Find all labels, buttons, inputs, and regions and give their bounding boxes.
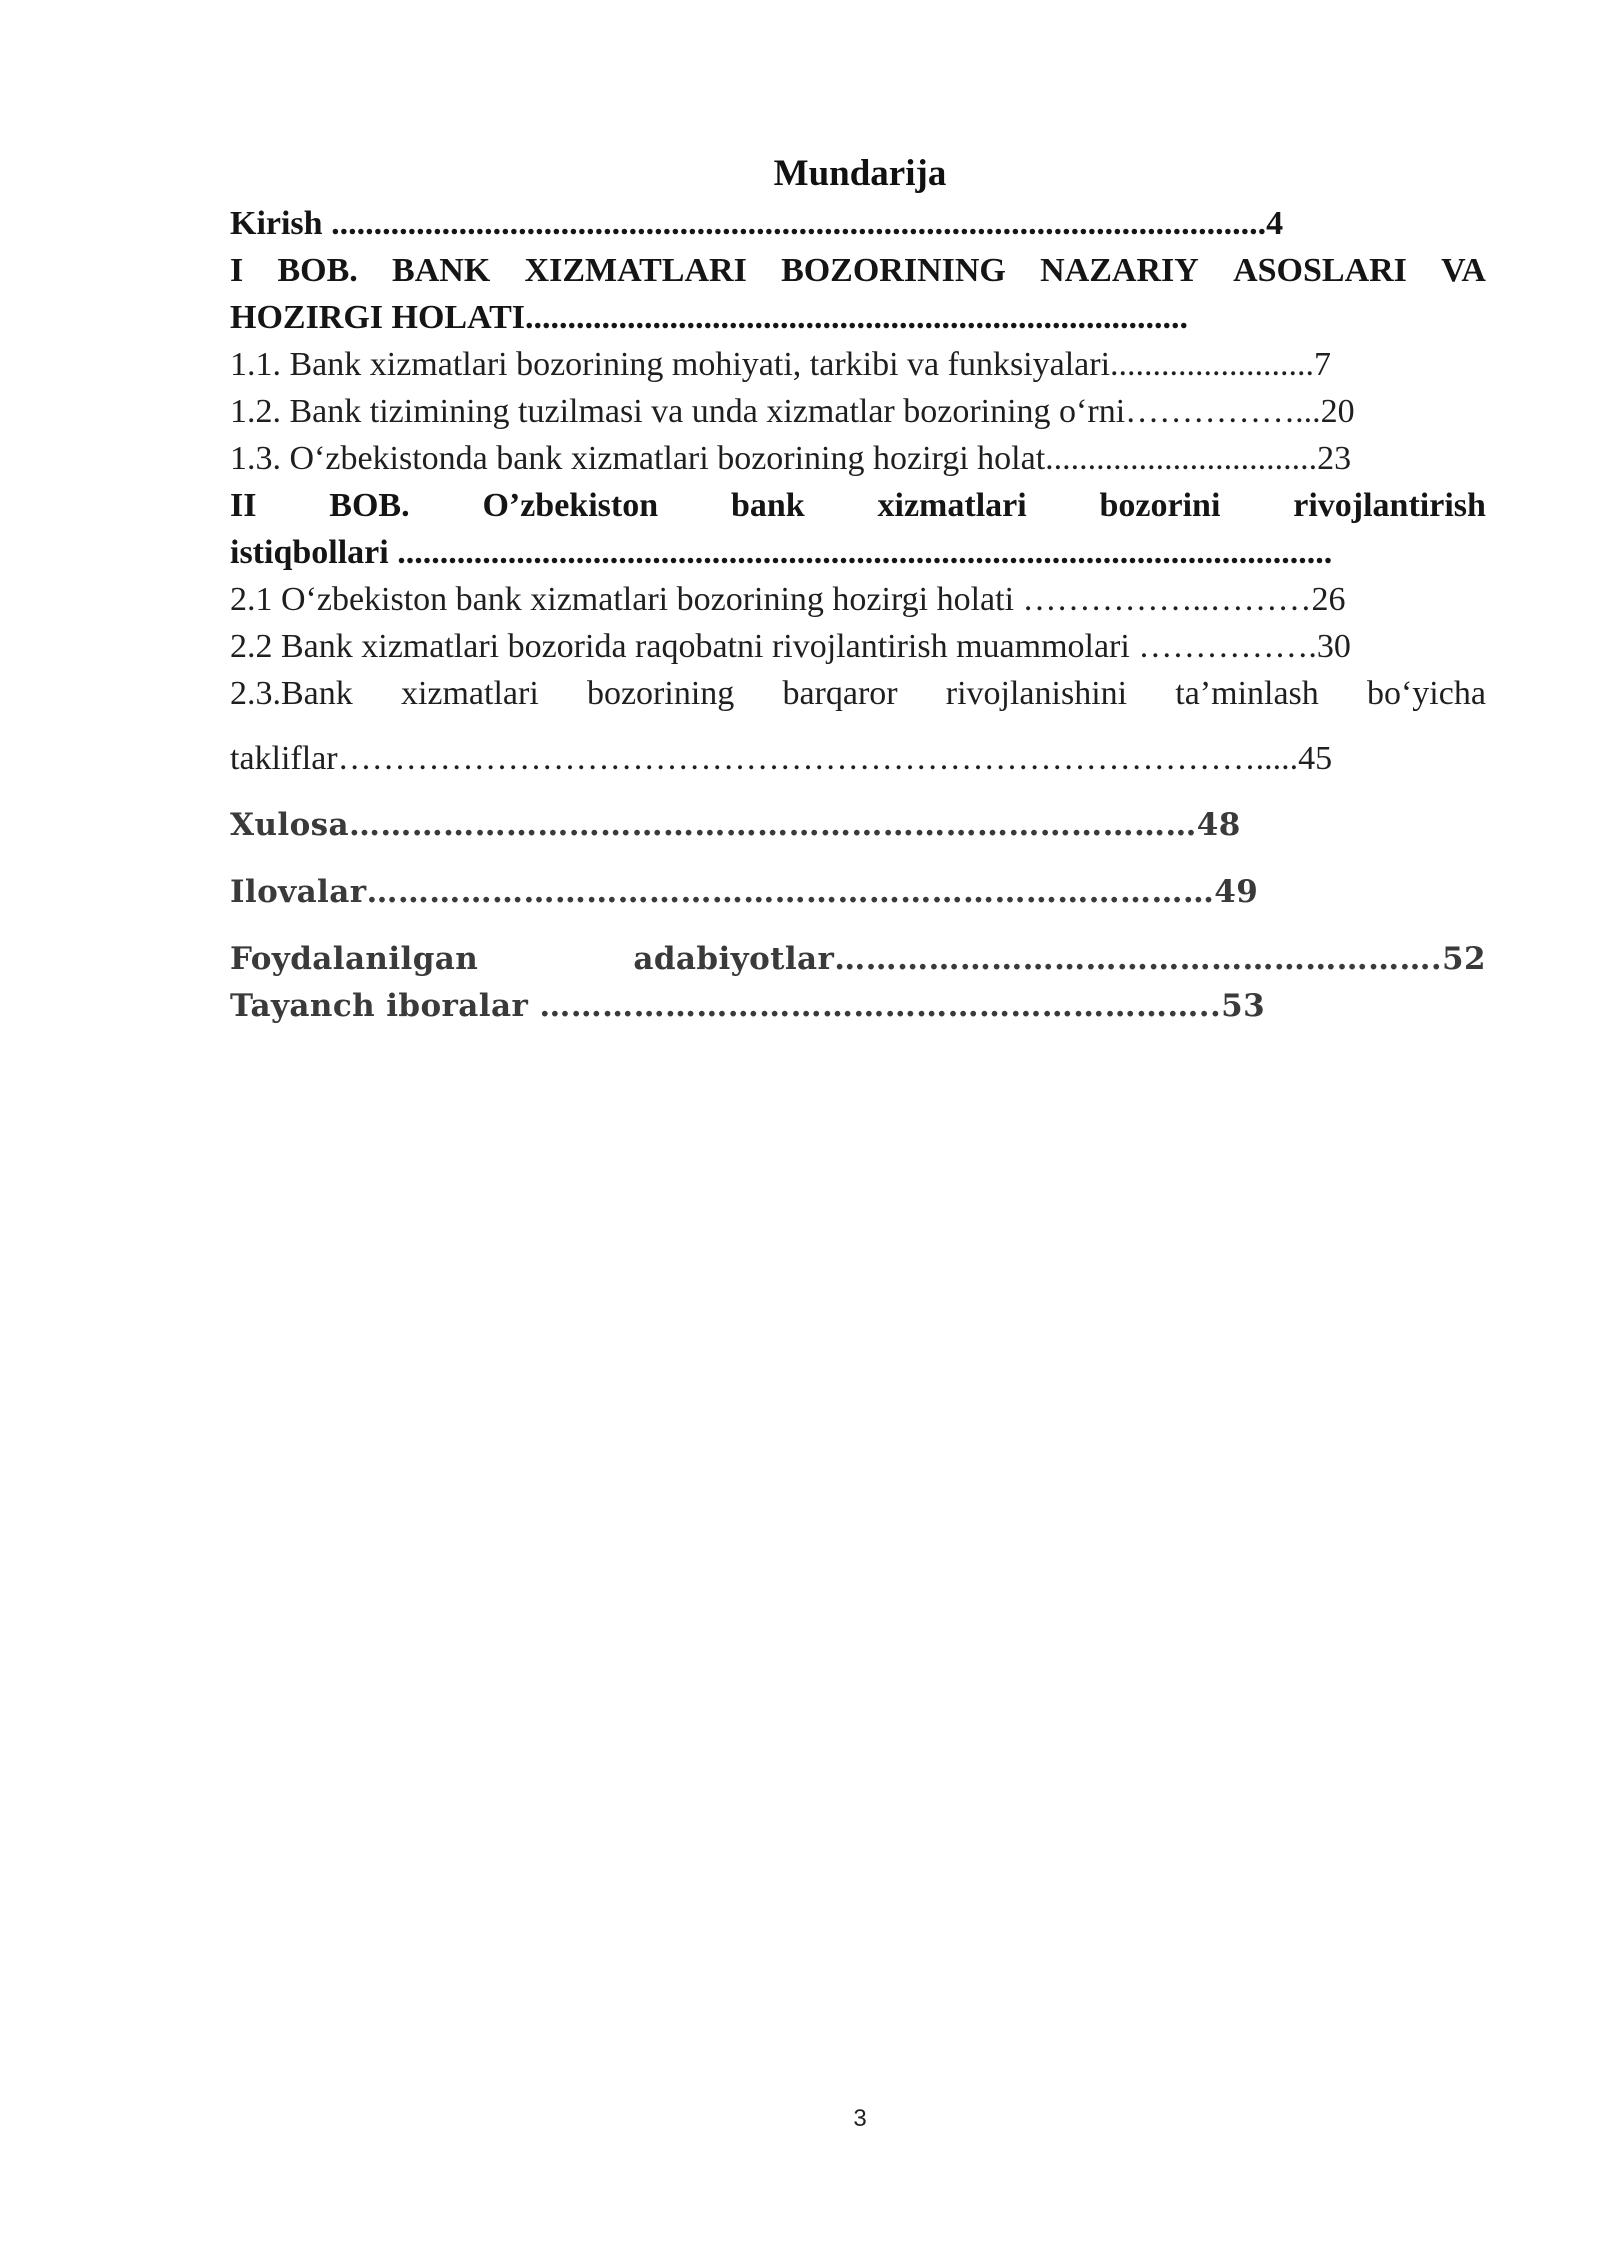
- toc-word: rivojlantirish: [1293, 487, 1486, 524]
- toc-word: O’zbekiston: [482, 487, 659, 524]
- toc-word: xizmatlari: [400, 675, 539, 712]
- toc-word: 2.3.Bank: [230, 675, 353, 712]
- toc-word: II: [230, 487, 257, 524]
- toc-entry-2-3: [230, 670, 1486, 717]
- toc-word: ta’minlash: [1175, 675, 1319, 712]
- toc-word: Foydalanilgan: [230, 941, 479, 977]
- toc-entry-2-1: 2.1 O‘zbekiston bank xizmatlari bozorining hozirgi holati ……………..………26: [230, 581, 1346, 618]
- toc-word: bozorini: [1099, 487, 1221, 524]
- table-of-contents: [230, 200, 1486, 1030]
- toc-word: bo‘yicha: [1366, 675, 1486, 712]
- toc-word: bank: [730, 487, 805, 524]
- toc-entry-bob1-heading: [230, 247, 1486, 294]
- page-number: 3: [853, 2105, 867, 2132]
- toc-entry-ilovalar: Ilovalar………………………………………………………………………49: [230, 874, 1259, 910]
- toc-entry-bob2-heading-cont: istiqbollari ..............................................................................................................: [230, 534, 1333, 571]
- toc-word: VA: [1441, 252, 1486, 289]
- toc-word: XIZMATLARI: [524, 252, 747, 289]
- toc-entry-kirish: Kirish ..............................................................................................................4: [230, 205, 1284, 242]
- toc-word: rivojlanishini: [945, 675, 1128, 712]
- toc-word: BANK: [392, 252, 491, 289]
- toc-word: BOB.: [329, 487, 410, 524]
- toc-word: adabiyotlar………………………………………………….52: [633, 941, 1486, 977]
- toc-entry-bob1-heading-cont: HOZIRGI HOLATI..............................................................................: [230, 299, 1189, 336]
- toc-word: BOB.: [277, 252, 358, 289]
- toc-word: bozorining: [586, 675, 735, 712]
- toc-entry-xulosa: Xulosa………………………………………………………………………48: [230, 807, 1241, 843]
- page-title: Mundarija: [773, 153, 947, 194]
- toc-word: ASOSLARI: [1233, 252, 1407, 289]
- toc-entry-1-1: 1.1. Bank xizmatlari bozorining mohiyati, tarkibi va funksiyalari........................7: [230, 346, 1332, 383]
- toc-entry-1-2: 1.2. Bank tizimining tuzilmasi va unda xizmatlar bozorining o‘rni……………...20: [230, 393, 1355, 430]
- toc-word: NAZARIY: [1040, 252, 1199, 289]
- toc-entry-1-3: 1.3. O‘zbekistonda bank xizmatlari bozorining hozirgi holat................................23: [230, 440, 1352, 477]
- toc-entry-2-3-cont: takliflar……………………………………………………………………….....45: [230, 740, 1333, 777]
- toc-entry-tayanch: Tayanch iboralar ………………………………………………………..53: [230, 988, 1266, 1024]
- toc-entry-bob2-heading: [230, 482, 1486, 529]
- toc-entry-foydalanilgan: [230, 936, 1486, 983]
- toc-word: barqaror: [782, 675, 898, 712]
- toc-word: I: [230, 252, 244, 289]
- toc-word: BOZORINING: [781, 252, 1006, 289]
- toc-entry-2-2: 2.2 Bank xizmatlari bozorida raqobatni rivojlantirish muammolari …………….30: [230, 628, 1351, 665]
- toc-word: xizmatlari: [877, 487, 1027, 524]
